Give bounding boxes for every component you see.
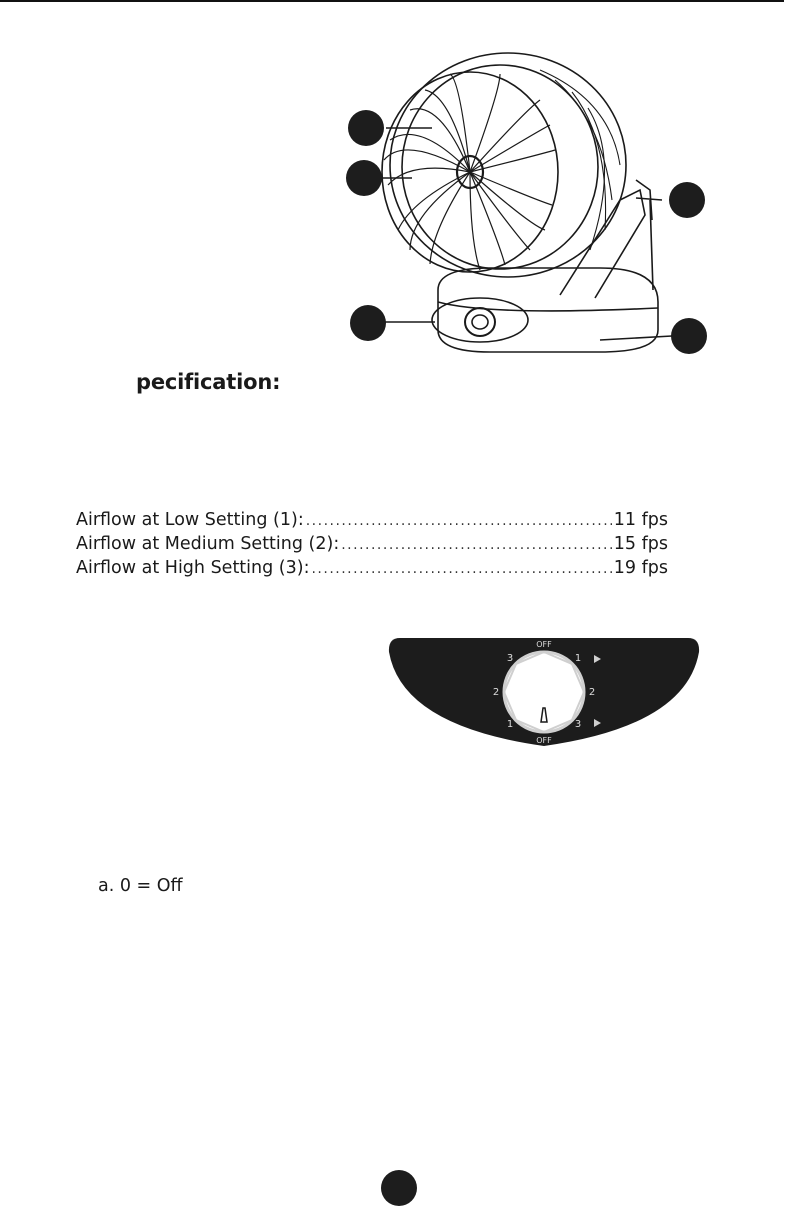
callout-marker — [350, 305, 386, 341]
dial-label: 3 — [506, 653, 514, 664]
control-dial-panel — [386, 636, 702, 748]
dial-label: 2 — [492, 687, 500, 698]
dial-label: 1 — [574, 653, 582, 664]
callout-marker — [669, 182, 705, 218]
dial-label: OFF — [536, 736, 552, 745]
page-number-circle — [381, 1170, 417, 1206]
spec-value: 19 fps — [613, 558, 668, 578]
callout-marker — [348, 110, 384, 146]
spec-label: Airflow at Medium Setting (2): — [76, 534, 340, 554]
spec-value: 15 fps — [613, 534, 668, 554]
spec-label: Airflow at High Setting (3): — [76, 558, 310, 578]
leader-dots — [341, 537, 612, 553]
top-rule — [0, 0, 784, 2]
spec-list — [76, 510, 668, 582]
callout-marker — [346, 160, 382, 196]
spec-row — [76, 558, 668, 582]
spec-label: Airflow at Low Setting (1): — [76, 510, 304, 530]
leader-dots — [311, 561, 611, 577]
spec-row — [76, 510, 668, 534]
spec-row — [76, 534, 668, 558]
dial-label: 2 — [588, 687, 596, 698]
callout-marker — [671, 318, 707, 354]
dial-label: 1 — [506, 719, 514, 730]
dial-label: 3 — [574, 719, 582, 730]
section-heading: pecification: — [136, 370, 281, 394]
spec-value: 11 fps — [613, 510, 668, 530]
leader-dots — [306, 513, 612, 529]
dial-label: OFF — [536, 640, 552, 649]
setting-item: a. 0 = Off — [98, 876, 183, 896]
fan-stand — [560, 190, 645, 298]
fan-illustration — [340, 40, 720, 360]
